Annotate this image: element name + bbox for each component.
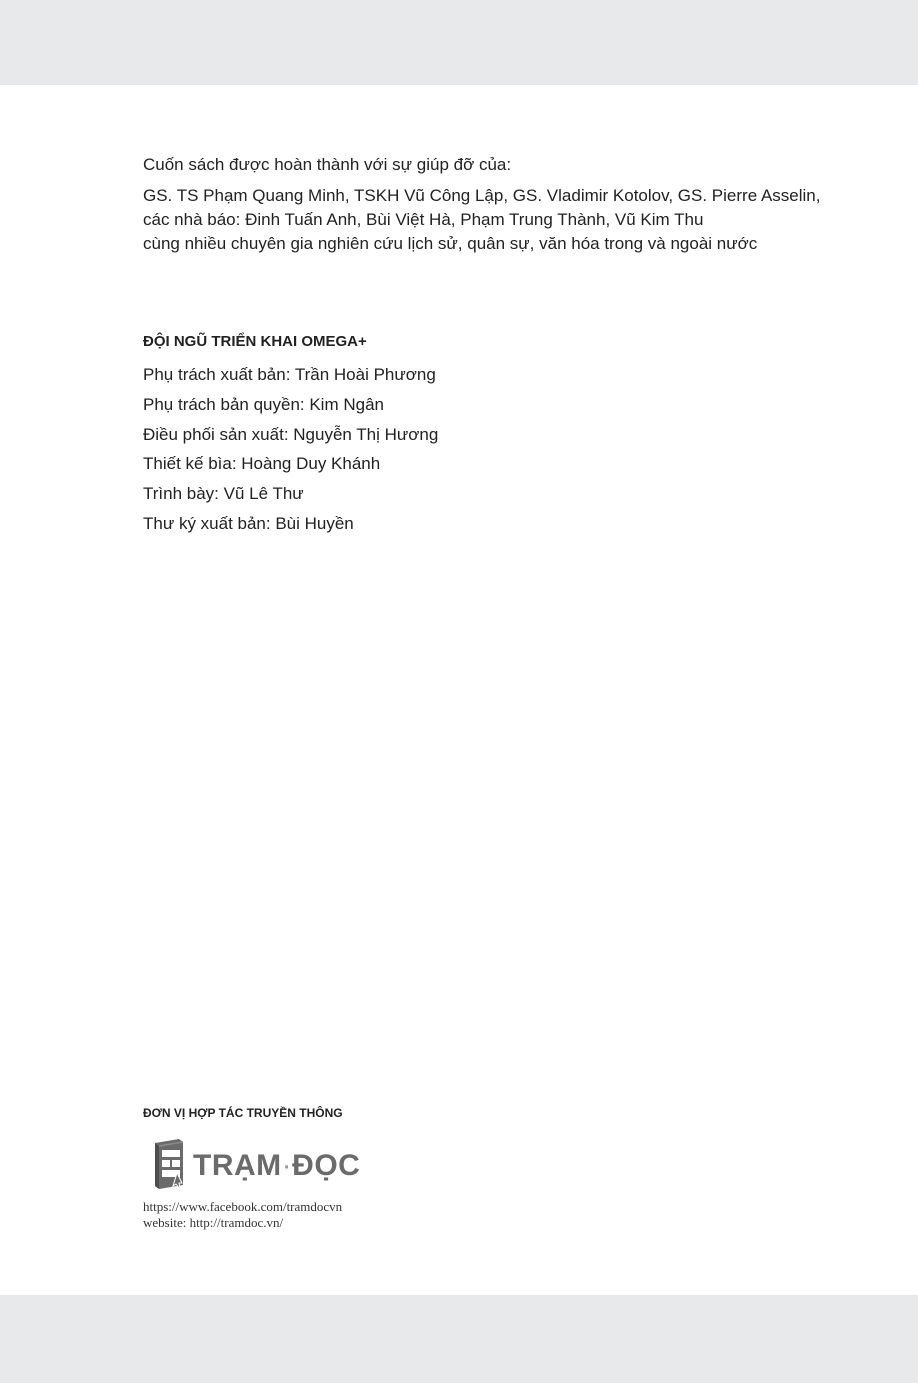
credits-heading: Cuốn sách được hoàn thành với sự giúp đỡ của:	[143, 155, 512, 174]
team-member: Trình bày: Vũ Lê Thư	[143, 484, 304, 504]
team-title: ĐỘI NGŨ TRIỂN KHAI OMEGA+	[143, 333, 367, 350]
team-member: Điều phối sản xuất: Nguyễn Thị Hương	[143, 424, 439, 444]
credits-lines	[143, 184, 820, 256]
logo-word-tram: TRẠM	[193, 1149, 282, 1182]
team-member: Phụ trách xuất bản: Trần Hoài Phương	[143, 365, 436, 384]
tramdoc-logo: TRẠM·ĐỌC	[149, 1139, 360, 1193]
facebook-link[interactable]: https://www.facebook.com/tramdocvn	[143, 1199, 343, 1214]
book-page	[0, 85, 918, 1295]
team-list	[143, 360, 438, 539]
team-member: Phụ trách bản quyền: Kim Ngân	[143, 394, 384, 414]
website-link[interactable]: website: http://tramdoc.vn/	[143, 1215, 284, 1230]
partner-title: ĐƠN VỊ HỢP TÁC TRUYỀN THÔNG	[143, 1106, 343, 1120]
team-member: Thiết kế bìa: Hoàng Duy Khánh	[143, 454, 381, 474]
credits-line: các nhà báo: Đinh Tuấn Anh, Bùi Việt Hà, Phạm Trung Thành, Vũ Kim Thu	[143, 210, 704, 229]
credits-line: cùng nhiều chuyên gia nghiên cứu lịch sử, quân sự, văn hóa trong và ngoài nước	[143, 234, 758, 253]
partner-links	[143, 1199, 342, 1231]
team-member: Thư ký xuất bản: Bùi Huyền	[143, 513, 354, 533]
credits-line: GS. TS Phạm Quang Minh, TSKH Vũ Công Lập, GS. Vladimir Kotolov, GS. Pierre Asselin,	[143, 186, 821, 205]
book-kiosk-icon	[149, 1139, 185, 1193]
logo-word-doc: ĐỌC	[292, 1149, 361, 1182]
